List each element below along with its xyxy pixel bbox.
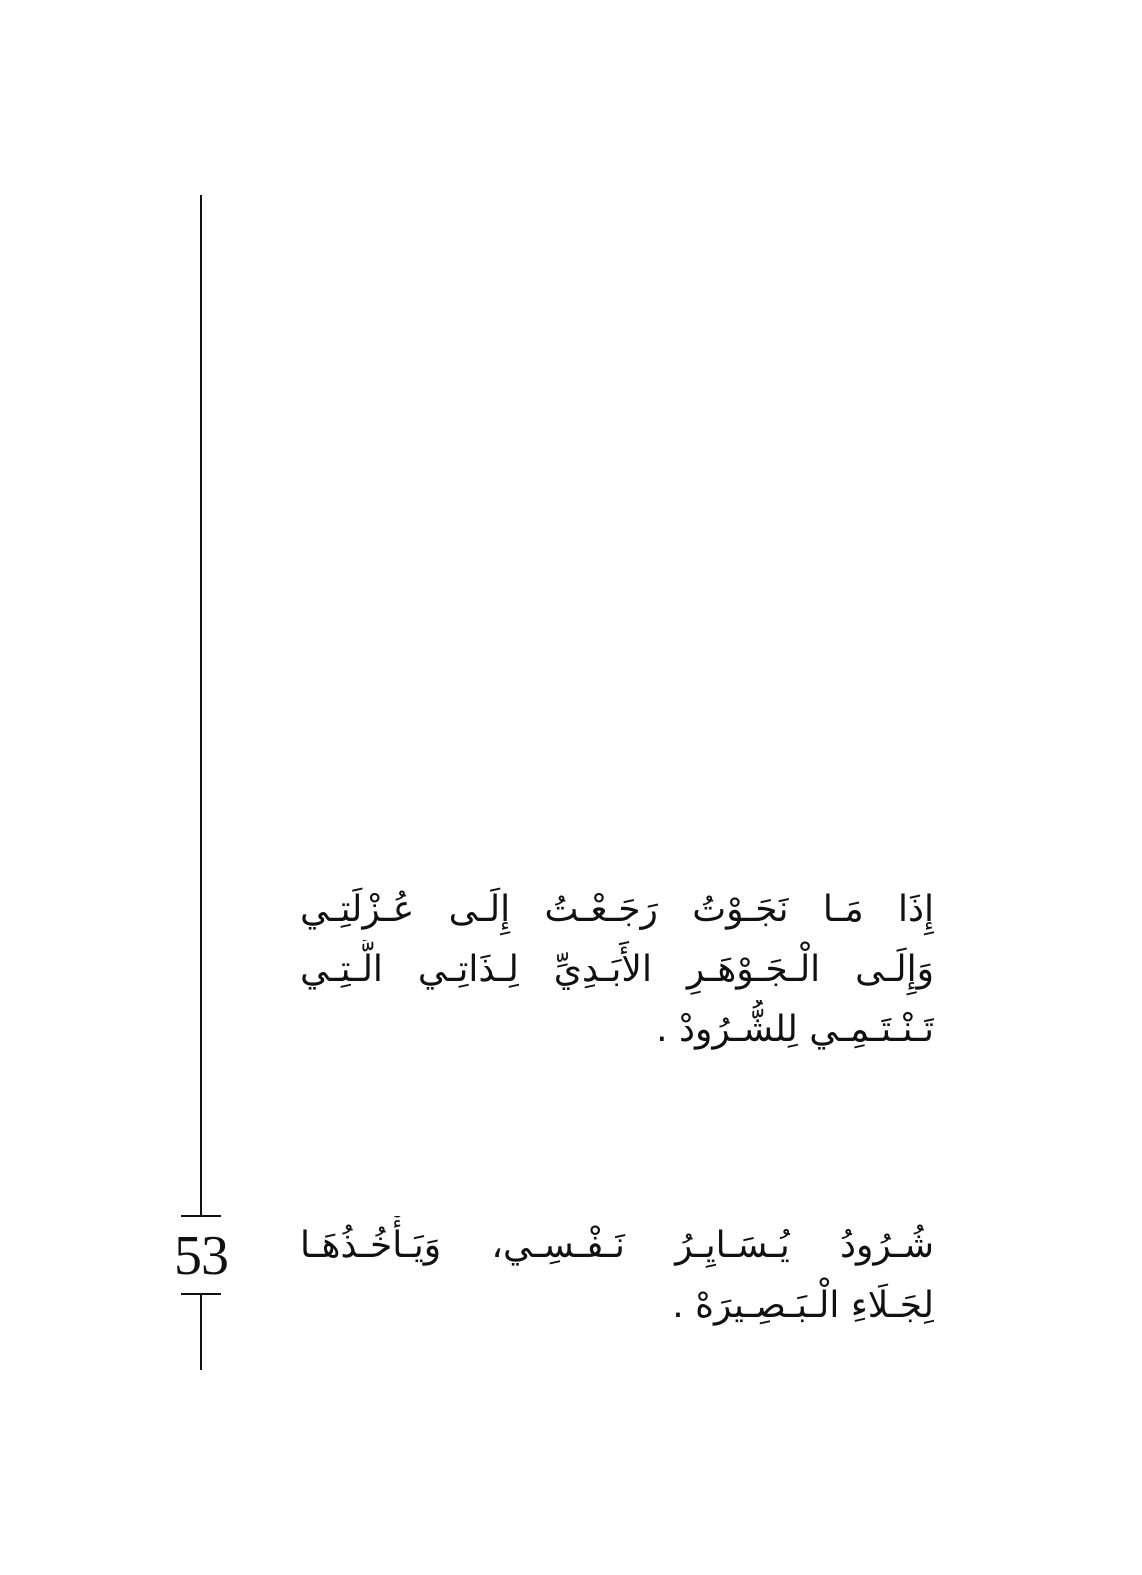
margin-rule-top (200, 195, 202, 1215)
margin-rule-bottom (200, 1294, 202, 1370)
verse-line: شُـرُودُ يُـسَـايِـرُ نَـفْـسِـي، وَيَـأْخُـذُهَـا (300, 1225, 934, 1266)
page-number: 53 (174, 1225, 228, 1287)
poem-stanza-1 (300, 880, 934, 1060)
verse-line: إِذَا مَـا نَجَـوْتُ رَجَـعْـتُ إِلَـى عُـزْلَتِـي (300, 889, 934, 930)
verse-line: لِجَـلَاءِ الْـبَـصِـيرَهْ . (672, 1285, 934, 1326)
margin-tick-top (181, 1215, 221, 1217)
verse-line: وَإِلَـى الْـجَـوْهَـرِ الأَبَـدِيِّ لِـذَاتِـي الَّـتِـي (300, 949, 934, 990)
poem-stanza-2 (300, 1216, 934, 1336)
verse-line: تَـنْـتَـمِـي لِلشُّـرُودْ . (656, 1009, 934, 1050)
